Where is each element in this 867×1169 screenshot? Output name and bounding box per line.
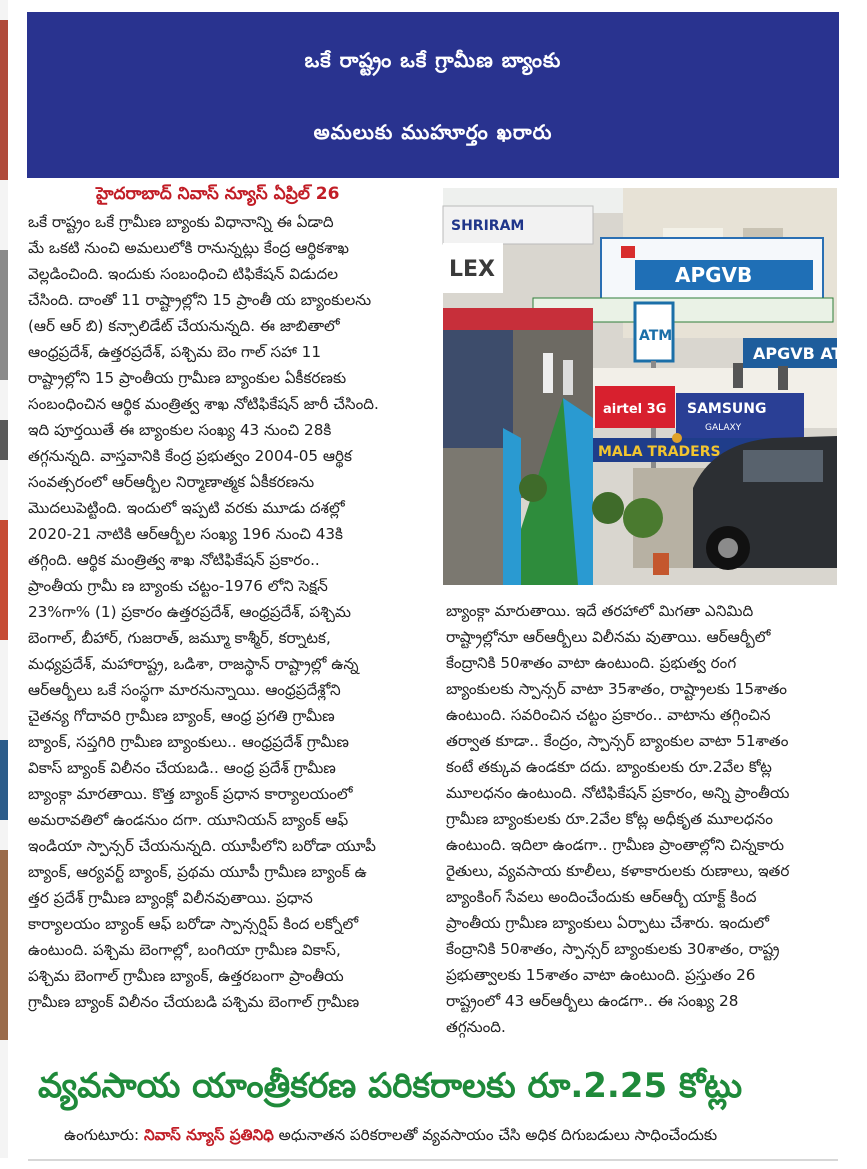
- article-text-line: కేంద్రానికి 50శాతం, స్పాన్సర్ బ్యాంకులకు 30శాతం, రాష్ట్ర: [446, 940, 780, 958]
- article-text-line: పశ్చిమ బెంగాల్ గ్రామీణ బ్యాంక్, ఉత్తరబంగా ప్రాంతీయ: [28, 967, 344, 985]
- article-text-line: మూలధనం ఉంటుంది. నోటిఫికేషన్ ప్రకారం, అన్ని ప్రాంతీయ: [446, 784, 790, 802]
- airtel-sign: airtel 3G: [603, 402, 667, 417]
- article-text-line: బ్యాంక్, సప్తగిరి గ్రామీణ బ్యాంకులు.. ఆంధ్రప్రదేశ్ గ్రామీణ: [28, 733, 349, 751]
- article-text-line: బెంగాల్, బీహార్, గుజరాత్, జమ్మూ కాశ్మీర్, కర్నాటక,: [28, 629, 331, 647]
- article-text-line: ఉంటుంది. సవరించిన చట్టం ప్రకారం.. వాటాను తగ్గించిన: [446, 706, 771, 724]
- article-right-column: [446, 598, 838, 1040]
- article-text-line: (ఆర్ ఆర్ బి) కన్సాలిడేట్ చేయనున్నది. ఈ జాబితాలో: [28, 317, 340, 335]
- headline-line-1: ఒకే రాష్ట్రం ఒకే గ్రామీణ బ్యాంకు: [304, 48, 562, 72]
- article-text-line: ఇండియా స్పాన్సర్ చేయనున్నది. యూపీలోని బరోడా యూపీ: [28, 837, 376, 855]
- adjacent-photo-fragment: [0, 420, 8, 460]
- article-text-line: 23%గా% (1) ప్రకారం ఉత్తరప్రదేశ్, ఆంధ్రప్రదేశ్, పశ్చిమ: [28, 603, 351, 621]
- article-text-line: ఒకే రాష్ట్రం ఒకే గ్రామీణ బ్యాంకు విధానాన్ని ఈ ఏడాది: [28, 213, 334, 231]
- headline-line-2: అమలుకు ముహూర్తం ఖరారు: [313, 120, 553, 144]
- article-text-line: కార్యాలయం బ్యాంక్ ఆఫ్ బరోడా స్పాన్సర్షిప్ కింద లక్నోలో: [28, 915, 359, 933]
- article-text-line: బ్యాంకింగ్ సేవలు అందించేందుకు ఆర్ఆర్బీ యాక్ట్ కింద: [446, 888, 757, 906]
- article-text-line: మధ్యప్రదేశ్, మహారాష్ట్ర, ఒడిశా, రాజస్థాన్ రాష్ట్రాల్లో ఉన్న: [28, 655, 359, 673]
- second-article-source: నివాస్ న్యూస్ ప్రతినిధి: [144, 1126, 274, 1144]
- bank-branch-photo: [443, 188, 859, 585]
- article-text-line: వికాస్ బ్యాంక్ విలీనం చేయబడి.. ఆంధ్ర ప్రదేశ్ గ్రామీణ: [28, 759, 336, 777]
- article-text-line: రాష్ట్రాల్లోని 15 ప్రాంతీయ గ్రామీణ బ్యాంకుల ఏకీకరణకు: [28, 369, 347, 387]
- adjacent-photo-fragment: [0, 20, 8, 180]
- article-text-line: రైతులు, వ్యవసాయ కూలీలు, కళాకారులకు రుణాలు, ఇతర: [446, 862, 790, 880]
- article-text-line: రాష్ట్రాల్లోనూ ఆర్ఆర్బీలు విలీనమ వుతాయి. ఆర్ఆర్బీలో: [446, 628, 771, 646]
- cut-off-text-line: [28, 1150, 838, 1158]
- article-text-line: ఉంటుంది. పశ్చిమ బెంగాల్లో, బంగియా గ్రామీణ వికాస్,: [28, 941, 341, 959]
- second-article-first-line: [64, 1126, 854, 1148]
- article-text-line: తగ్గనున్నది. వాస్తవానికి కేంద్ర ప్రభుత్వం 2004-05 ఆర్థిక: [28, 447, 352, 465]
- article-text-line: బ్యాంకులకు స్పాన్సర్ వాటా 35శాతం, రాష్ట్రాలకు 15శాతం: [446, 680, 787, 698]
- article-text-line: ఆర్ఆర్బీలు ఒకే సంస్థగా మారనున్నాయి. ఆంధ్రప్రదేశ్లోని: [28, 681, 341, 699]
- article-text-line: కేంద్రానికి 50శాతం వాటా ఉంటుంది. ప్రభుత్వ రంగ: [446, 654, 737, 672]
- left-edge-strip: [0, 0, 8, 1158]
- article-text-line: తర్వాత కూడా.. కేంద్రం, స్పాన్సర్ బ్యాంకుల వాటా 51శాతం: [446, 732, 789, 750]
- article-text-line: ప్రాంతీయ గ్రామీణ బ్యాంకులు ఏర్పాటు చేశారు. ఇందులో: [446, 914, 769, 932]
- article-text-line: సంవత్సరంలో ఆర్ఆర్బీల నిర్మాణాత్మక ఏకీకరణను: [28, 473, 315, 491]
- article-text-line: ఇది పూర్తయితే ఈ బ్యాంకుల సంఖ్య 43 నుంచి 28కి: [28, 421, 332, 439]
- second-article-headline: వ్యవసాయ యాంత్రీకరణ పరికరాలకు రూ.2.25 కోట్లు: [38, 1066, 743, 1106]
- article-text-line: బ్యాంక్, ఆర్యవర్ట్ బ్యాంక్, ప్రథమ యూపీ గ్రామీణ బ్యాంక్ ఉ: [28, 863, 367, 881]
- article-text-line: ప్రభుత్వాలకు 15శాతం వాటా ఉంటుంది. ప్రస్తుతం 26: [446, 966, 756, 984]
- apgvb-sign: APGVB: [675, 263, 753, 287]
- article-text-line: రాష్ట్రంలో 43 ఆర్ఆర్బీలు ఉండగా.. ఈ సంఖ్య 28: [446, 992, 739, 1010]
- article-text-line: బ్యాంక్గా మారతాయి. కొత్త బ్యాంక్ ప్రధాన కార్యాలయంలో: [28, 785, 353, 803]
- article-dateline: హైదరాబాద్ నివాస్ న్యూస్ ఏప్రిల్ 26: [96, 184, 340, 204]
- adjacent-photo-fragment: [0, 850, 8, 1040]
- article-text-line: ప్రాంతీయ గ్రామీ ణ బ్యాంకు చట్టం-1976 లోని సెక్షన్: [28, 577, 328, 595]
- article-text-line: బ్యాంక్గా మారుతాయి. ఇదే తరహాలో మిగతా ఎనిమిది: [446, 602, 754, 620]
- atm-sign: ATM: [639, 328, 673, 344]
- article-text-line: చైతన్య గోదావరి గ్రామీణ బ్యాంక్, ఆంధ్ర ప్రగతి గ్రామీణ: [28, 707, 335, 725]
- article-text-line: చేసింది. దాంతో 11 రాష్ట్రాల్లోని 15 ప్రాంతీ య బ్యాంకులను: [28, 291, 372, 309]
- article-text-line: తగ్గింది. ఆర్థిక మంత్రిత్వ శాఖ నోటిఫికేషన్ ప్రకారం..: [28, 551, 320, 569]
- article-text-line: ఉంటుంది. ఇదిలా ఉండగా.. గ్రామీణ ప్రాంతాల్లోని చిన్నకారు: [446, 836, 785, 854]
- adjacent-photo-fragment: [0, 740, 8, 820]
- article-text-line: మే ఒకటి నుంచి అమలులోకి రానున్నట్లు కేంద్ర ఆర్థికశాఖ: [28, 239, 350, 257]
- article-text-line: అమరావతిలో ఉండనుం దగా. యూనియన్ బ్యాంక్ ఆఫ్: [28, 811, 349, 829]
- samsung-sign: SAMSUNG: [687, 401, 767, 417]
- second-article-place: ఉంగుటూరు:: [64, 1126, 140, 1144]
- apgvb-atm-sign: APGVB ATM: [753, 344, 859, 363]
- mala-traders-sign: MALA TRADERS: [598, 444, 721, 460]
- article-text-line: మొదలుపెట్టింది. ఇందులో ఇప్పటి వరకు మూడు దశల్లో: [28, 499, 345, 517]
- article-text-line: సంబంధించిన ఆర్థిక మంత్రిత్వ శాఖ నోటిఫికేషన్ జారీ చేసింది.: [28, 395, 379, 413]
- shriram-sign: SHRIRAM: [451, 218, 525, 234]
- article-text-line: 2020-21 నాటికి ఆర్ఆర్బీల సంఖ్య 196 నుంచి 43కి: [28, 525, 343, 543]
- article-text-line: గ్రామీణ బ్యాంకులకు రూ.2వేల కోట్ల అధీకృత మూలధనం: [446, 810, 773, 828]
- article-text-line: వెల్లడించింది. ఇందుకు సంబంధించి టిఫికేషన్ విడుదల: [28, 265, 339, 283]
- article-text-line: గ్రామీణ బ్యాంక్ విలీనం చేయబడి పశ్చిమ బెంగాల్ గ్రామీణ: [28, 993, 360, 1011]
- article-text-line: ఆంధ్రప్రదేశ్, ఉత్తరప్రదేశ్, పశ్చిమ బెం గాల్ సహా 11: [28, 343, 321, 361]
- article-text-line: తగ్గనుంది.: [446, 1018, 506, 1036]
- article-text-line: త్తర ప్రదేశ్ గ్రామీణ బ్యాంక్లో విలీనవుతాయి. ప్రధాన: [28, 889, 313, 907]
- galaxy-sign: GALAXY: [705, 423, 742, 433]
- adjacent-photo-fragment: [0, 520, 8, 640]
- adjacent-photo-fragment: [0, 250, 8, 380]
- second-article-text: అధునాతన పరికరాలతో వ్యవసాయం చేసి అధిక దిగుబడులు సాధించేందుకు: [278, 1126, 718, 1144]
- article-left-column: [28, 209, 436, 1015]
- lex-sign: LEX: [449, 257, 496, 282]
- headline-banner: [27, 12, 839, 178]
- article-text-line: కంటే తక్కువ ఉండకూ దదు. బ్యాంకులకు రూ.2వేల కోట్ల: [446, 758, 772, 776]
